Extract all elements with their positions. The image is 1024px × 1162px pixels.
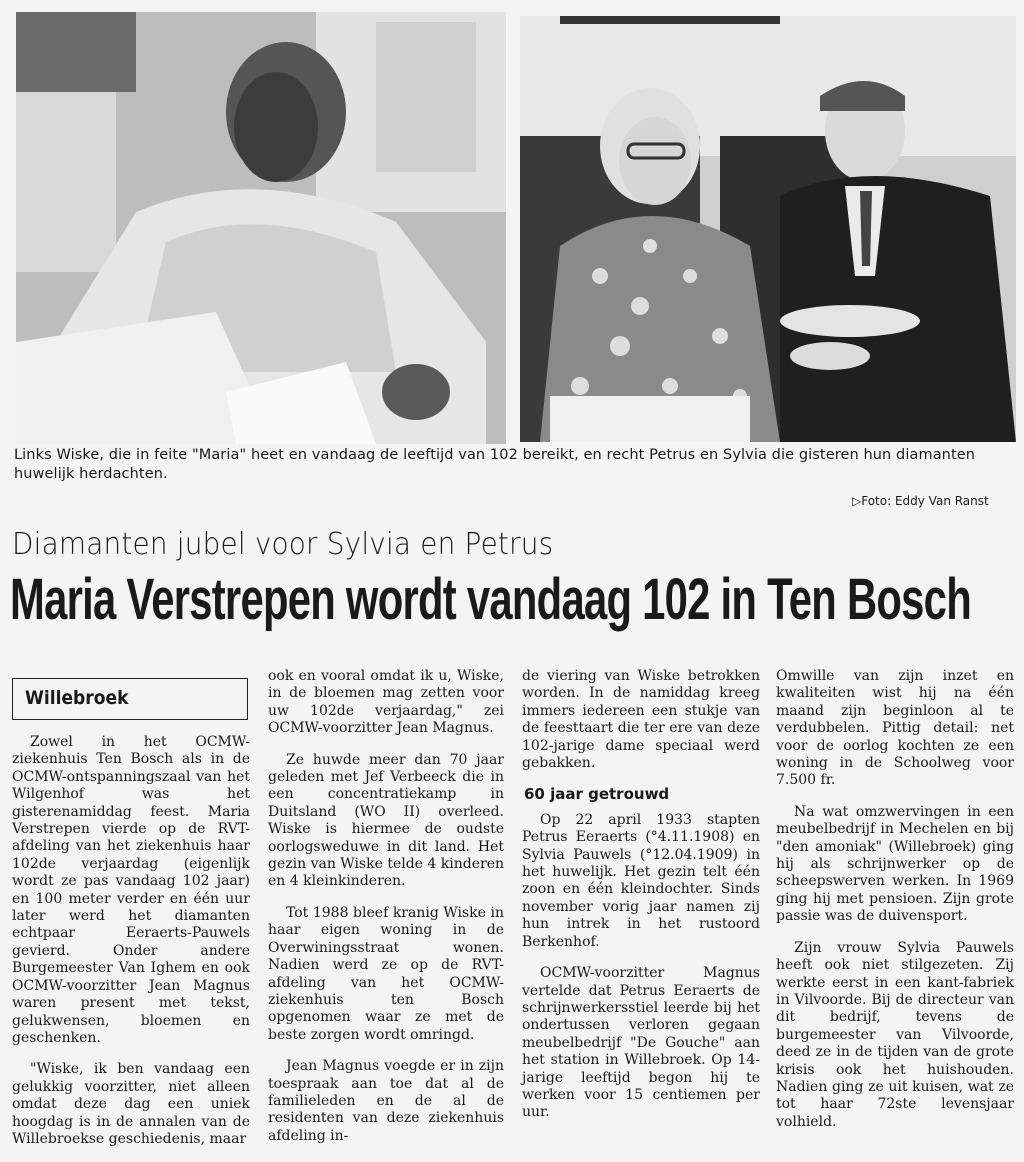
photo-right-illustration	[520, 16, 1016, 442]
paragraph: Ze huwde meer dan 70 jaar geleden met Jef Verbeeck die in een concentratiekamp in Duitsland (WO II) overleed. Wiske is hiermee de oudste oorlogsweduwe in dit land. Het gezin van Wiske telde 4 kinderen en 4 kleinkinderen.	[268, 751, 504, 890]
photo-maria-in-bed	[16, 12, 506, 444]
paragraph: Omwille van zijn inzet en kwaliteiten wist hij na één maand zijn beginloon al te verdubbelen. Pittig detail: net voor de oorlog kochten ze een woning in de Schoolweg voor 7.500 fr.	[776, 668, 1014, 789]
paragraph: Tot 1988 bleef kranig Wiske in haar eigen woning in de Overwiningsstraat wonen. Nadien werd ze op de RVT-afdeling van het OCMW-ziekenhuis ten Bosch opgenomen waar ze met de beste zorgen wordt omringd.	[268, 904, 504, 1043]
section-label: Willebroek	[25, 687, 129, 709]
section-label-box	[12, 678, 248, 720]
paragraph: de viering van Wiske betrokken worden. In de namiddag kreeg immers iedereen een stukje van de feesttaart die ter ere van deze 102-jarige dame speciaal werd gebakken.	[522, 668, 760, 772]
paragraph: Op 22 april 1933 stapten Petrus Eeraerts (°4.11.1908) en Sylvia Pauwels (°12.04.1909) in het huwelijk. Het gezin telt één zoon en één kleindochter. Sinds november vorig jaar namen zij hun intrek in het rustoord Berkenhof.	[522, 811, 760, 950]
paragraph: Zijn vrouw Sylvia Pauwels heeft ook niet stilgezeten. Zij werkte eerst in een kant-fabriek in Vilvoorde. Bij de directeur van dit bedrijf, tevens de burgemeester van Vilvoorde, deed ze in de tijden van de grote krisis ook het huishouden. Nadien ging ze uit kuisen, wat ze tot haar 72ste levensjaar volhield.	[776, 939, 1014, 1130]
article-column-3	[522, 668, 760, 1136]
paragraph: Zowel in het OCMW-ziekenhuis Ten Bosch als in de OCMW-ontspanningszaal van het Wilgenhof was het gisterenamiddag feest. Maria Verstrepen vierde op de RVT-afdeling van het ziekenhuis haar 102de verjaardag (eigenlijk wordt ze pas vandaag 102 jaar) en 100 meter verder en één uur later werd het diamanten echtpaar Eeraerts-Pauwels gevierd. Onder andere Burgemeester Van Ighem en ook OCMW-voorzitter Jean Magnus waren present met tekst, gelukwensen, bloemen en geschenken.	[12, 734, 250, 1046]
photo-caption: Links Wiske, die in feite "Maria" heet en vandaag de leeftijd van 102 bereikt, en recht Petrus en Sylvia die gisteren hun diamanten huwelijk herdachten.	[14, 447, 976, 482]
article-column-1	[12, 734, 250, 1162]
subheading: 60 jaar getrouwd	[524, 785, 670, 804]
headline: Maria Verstrepen wordt vandaag 102 in Ten Bosch	[10, 567, 971, 632]
article-column-4	[776, 668, 1014, 1145]
kicker: Diamanten jubel voor Sylvia en Petrus	[12, 527, 554, 562]
paragraph: ook en vooral omdat ik u, Wiske, in de bloemen mag zetten voor uw 102de verjaardag," zei OCMW-voorzitter Jean Magnus.	[268, 668, 504, 737]
article-column-2	[268, 668, 504, 1159]
photo-left-illustration	[16, 12, 506, 444]
photo-credit: ▷Foto: Eddy Van Ranst	[852, 494, 989, 508]
paragraph: OCMW-voorzitter Magnus vertelde dat Petrus Eeraerts de schrijnwerkersstiel leerde bij het ondertussen verloren gegaan meubelbedrijf "De Gouche" aan het station in Willebroek. Op 14-jarige leeftijd begon hij te werken voor 15 centiemen per uur.	[522, 965, 760, 1121]
paragraph: "Wiske, ik ben vandaag een gelukkig voorzitter, niet alleen omdat deze dag een uniek hoogdag is in de annalen van de Willebroekse geschiedenis, maar	[12, 1061, 250, 1147]
photo-petrus-and-sylvia	[520, 16, 1016, 442]
paragraph: Na wat omzwervingen in een meubelbedrijf in Mechelen en bij "den amoniak" (Willebroek) ging hij als schrijnwerker op de scheepswerven werken. In 1969 ging hij met pensioen. Zijn grote passie was de duivensport.	[776, 803, 1014, 925]
paragraph: Jean Magnus voegde er in zijn toespraak aan toe dat al de familieleden en de al de residenten van deze ziekenhuis afdeling in-	[268, 1058, 504, 1144]
